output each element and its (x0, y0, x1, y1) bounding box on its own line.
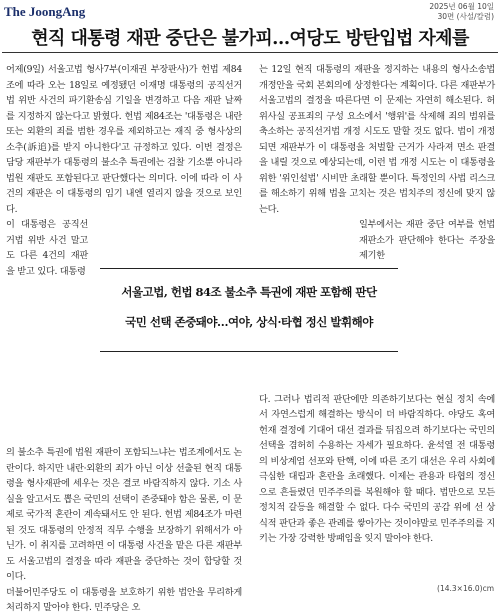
paragraph-left-narrow: 이 대통령은 공직선거법 위반 사건 말고도 다른 4건의 재판을 받고 있다. 대통령 (6, 219, 88, 277)
paragraph-left-last: 더불어민주당도 이 대통령을 보호하기 위한 법안을 무리하게 처리하지 말아야 한다. 민주당은 오 (6, 586, 242, 613)
pull-quote-bottom-rule (100, 351, 398, 352)
paragraph-left-top: 어제(9일) 서울고법 형사7부(이재권 부장판사)가 헌법 제84조에 따라 오는 18일로 예정됐던 이재명 대통령의 공직선거법 위반 사건의 파기환송심 기일을 변경하고 다음 재판 날짜를 지정하지 않는다고 밝혔다. 헌법 제84조는 '대통령은 내란 또는 외환의 죄를 범한 경우를 제외하고는 재직 중 형사상의 소추(訴追)를 받지 아니한다'고 규정하고 있다. 이번 결정은 담당 재판부가 대통령의 불소추 특권에는 검찰 기소뿐 아니라 법원 재판도 포함된다고 판단했다는 의미다. 이에 따라 이 사건의 재판은 이 대통령의 임기 내엔 열리지 않을 것으로 보인다. (6, 64, 242, 215)
publication-meta (429, 2, 494, 21)
paragraph-right-narrow: 일부에서는 재판 중단 여부를 헌법재판소가 판단해야 한다는 주장을 제기한 (359, 219, 495, 261)
publication-date: 2025년 06월 10일 (429, 2, 494, 11)
pull-quote-top-rule (100, 268, 398, 269)
pull-quote-line-1: 서울고법, 헌법 84조 불소추 특권에 재판 포함해 판단 (121, 285, 377, 299)
headline-rule (2, 52, 498, 53)
page-info: 30면 (사설/칼럼) (437, 11, 494, 21)
brand-logo: The JoongAng (4, 4, 86, 19)
pull-quote-box (100, 268, 398, 352)
paragraph-right-top: 는 12일 현직 대통령의 재판을 정지하는 내용의 형사소송법 개정안을 국회 본회의에 상정한다는 계획이다. 다른 재판부가 서울고법의 결정을 따른다면 이 문제는 자연히 해소된다. 허위사실 공표죄의 구성 요소에서 '행위'를 삭제해 죄의 범위를 축소하는 공직선거법 개정 시도도 말할 것도 없다. 법이 개정되면 재판부가 이 대통령을 처벌할 근거가 사라져 면소 판결을 내릴 것으로 예상되는데, 이런 법 개정 시도는 이 대통령을 위한 '위인설법' 시비만 초래할 뿐이다. 특정인의 사법 리스크를 해소하기 위해 법을 고치는 것은 법치주의 정신에 맞지 않는다. (259, 64, 495, 215)
paragraph-right-bottom: 다. 그러나 법리적 판단에만 의존하기보다는 현실 정치 속에서 자연스럽게 해결하는 방식이 더 바람직하다. 야당도 혹여 헌재 결정에 기대어 대선 결과를 뒤집으려 하기보다는 국민의 선택을 겸허히 수용하는 자세가 필요하다. 윤석열 전 대통령의 비상계엄 선포와 탄핵, 이에 따른 조기 대선은 우리 사회에 극심한 대립과 혼란을 초래했다. 이제는 관용과 타협의 정신으로 흔들렸던 민주주의를 복원해야 할 때다. 법만으로 모든 정치적 갈등을 해결할 수 없다. 다수 국민의 공감 위에 선 상식적 판단과 좋은 관례를 쌓아가는 것이야말로 민주주의를 지키는 가장 강력한 방패임을 잊지 말아야 한다. (259, 393, 495, 544)
pull-quote-line-2: 국민 선택 존중돼야…여야, 상식·타협 정신 발휘해야 (125, 315, 373, 329)
paragraph-left-bottom: 의 불소추 특권에 법원 재판이 포함되느냐는 법조계에서도 논란이다. 하지만 내란·외환의 죄가 아닌 이상 선출된 현직 대통령을 형사재판에 세우는 것은 결코 바람직하지 않다. 기소 사실을 알고서도 뽑은 국민의 선택이 존중돼야 함은 물론, 이 문제로 국가적 혼란이 계속돼서도 안 된다. 헌법 제84조가 마련된 것도 대통령의 안정적 직무 수행을 보장하기 위해서가 아닌가. 이 취지를 고려하면 이 대통령 사건을 맡은 다른 재판부도 서울고법의 결정을 따라 재판을 중단하는 것이 합당할 것이다. (6, 447, 242, 582)
editorial-headline: 현직 대통령 재판 중단은 불가피…여당도 방탄입법 자제를 (31, 28, 469, 49)
print-size: (14.3×16.0)cm (437, 584, 494, 593)
